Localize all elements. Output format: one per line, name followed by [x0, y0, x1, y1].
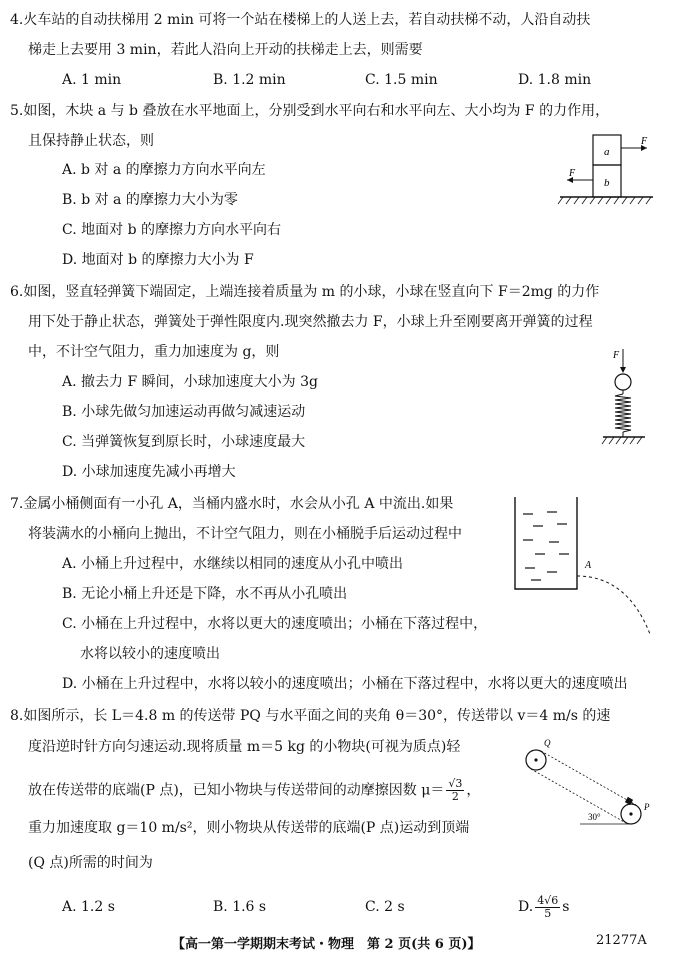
paper-code: 21277A	[596, 933, 647, 948]
q8-stem-line5: (Q 点)所需的时间为	[28, 855, 153, 871]
q8-options	[0, 892, 677, 922]
hole-a-label: A	[585, 560, 592, 571]
q6-option-d[interactable]: D. 小球加速度先减小再增大	[62, 464, 236, 480]
mu-fraction	[446, 778, 464, 803]
q8-option-d[interactable]	[518, 892, 569, 922]
q8-conveyor-figure	[520, 738, 655, 828]
q7-option-c[interactable]: C. 小桶在上升过程中，水将以更大的速度喷出；小桶在下落过程中，	[62, 616, 488, 632]
q7-option-b[interactable]: B. 无论小桶上升还是下降，水不再从小孔喷出	[62, 586, 348, 602]
spring	[615, 394, 631, 432]
q8-option-d-denominator: 5	[544, 906, 552, 920]
mu-numerator: √3	[448, 777, 463, 790]
q8-option-d-label: D.	[518, 899, 534, 915]
q5-option-d[interactable]: D. 地面对 b 的摩擦力大小为 F	[62, 252, 254, 268]
q4-option-b[interactable]: B. 1.2 min	[213, 72, 286, 88]
q5-option-c[interactable]: C. 地面对 b 的摩擦力方向水平向右	[62, 222, 281, 238]
q8-option-d-unit: s	[562, 899, 570, 915]
q6-option-b[interactable]: B. 小球先做匀加速运动再做匀减速运动	[62, 404, 306, 420]
q8-line3-text: 放在传送带的底端(P 点)，已知小物块与传送带间的动摩擦因数 μ＝	[28, 782, 445, 799]
block-b-label: b	[604, 177, 610, 189]
q6-option-c[interactable]: C. 当弹簧恢复到原长时，小球速度最大	[62, 434, 306, 450]
point-p-label: P	[644, 802, 650, 812]
q8-stem-line2: 度沿逆时针方向匀速运动.现将质量 m＝5 kg 的小物块(可视为质点)轻	[28, 739, 461, 755]
q8-option-a[interactable]: A. 1.2 s	[62, 899, 115, 915]
q7-option-d[interactable]: D. 小桶在上升过程中，水将以较小的速度喷出；小桶在下落过程中，水将以更大的速度喷出	[62, 676, 628, 692]
belt-top	[541, 751, 636, 805]
q7-bucket-figure	[505, 492, 655, 640]
q5-blocks-figure	[555, 130, 655, 215]
q5-stem-line1: 5.如图，木块 a 与 b 叠放在水平地面上，分别受到水平向右和水平向左、大小均为 F 的力作用，	[10, 103, 610, 119]
q4-stem-line1: 4.火车站的自动扶梯用 2 min 可将一个站在楼梯上的人送上去，若自动扶梯不动，人沿自动扶	[10, 12, 591, 28]
q7-stem-line2: 将装满水的小桶向上抛出，不计空气阻力，则在小桶脱手后运动过程中	[28, 526, 462, 542]
water-jet	[577, 576, 650, 634]
q8-option-c[interactable]: C. 2 s	[365, 899, 405, 915]
q8-line3-end: ，	[466, 782, 481, 799]
q5-option-b[interactable]: B. b 对 a 的摩擦力大小为零	[62, 192, 238, 208]
q7-option-a[interactable]: A. 小桶上升过程中，水继续以相同的速度从小孔中喷出	[62, 556, 404, 572]
q4-option-c[interactable]: C. 1.5 min	[365, 72, 438, 88]
q8-stem-line3	[28, 778, 480, 803]
ball	[615, 374, 631, 390]
force-right-label: F	[641, 136, 648, 147]
bucket	[515, 497, 577, 589]
q6-stem-line2: 用下处于静止状态，弹簧处于弹性限度内.现突然撤去力 F，小球上升至刚要离开弹簧的过程	[28, 314, 593, 330]
q8-stem-line4: 重力加速度取 g＝10 m/s²，则小物块从传送带的底端(P 点)运动到顶端	[28, 820, 470, 836]
point-q-label: Q	[544, 738, 551, 748]
q4-options	[0, 70, 677, 90]
force-left-label: F	[569, 168, 576, 179]
page-footer: 【高一第一学期期末考试・物理 第 2 页(共 6 页)】	[172, 937, 481, 952]
q5-stem-line2: 且保持静止状态，则	[28, 133, 154, 149]
arrow-down-icon	[620, 367, 626, 373]
q8-option-d-fraction	[535, 895, 560, 920]
q6-stem-line3: 中，不计空气阻力，重力加速度为 g，则	[28, 344, 280, 360]
q4-option-d[interactable]: D. 1.8 min	[518, 72, 592, 88]
angle-label: 30°	[588, 812, 601, 822]
q6-stem-line1: 6.如图，竖直轻弹簧下端固定，上端连接着质量为 m 的小球，小球在竖直向下 F＝2mg 的力作	[10, 284, 600, 300]
q7-option-c-cont: 水将以较小的速度喷出	[80, 646, 220, 662]
q4-stem-line2: 梯走上去要用 3 min，若此人沿向上开动的扶梯走上去，则需要	[28, 42, 423, 58]
belt-bottom	[531, 769, 626, 823]
q7-stem-line1: 7.金属小桶侧面有一小孔 A，当桶内盛水时，水会从小孔 A 中流出.如果	[10, 496, 454, 512]
q8-option-b[interactable]: B. 1.6 s	[213, 899, 267, 915]
q6-option-a[interactable]: A. 撤去力 F 瞬间，小球加速度大小为 3g	[62, 374, 318, 390]
mu-denominator: 2	[451, 790, 459, 803]
force-down-label: F	[613, 350, 620, 361]
q5-option-a[interactable]: A. b 对 a 的摩擦力方向水平向左	[62, 162, 266, 178]
q8-option-d-numerator: 4√6	[537, 893, 559, 907]
block-a-label: a	[604, 146, 610, 158]
q6-spring-figure	[595, 345, 655, 455]
q8-stem-line1: 8.如图所示，长 L＝4.8 m 的传送带 PQ 与水平面之间的夹角 θ＝30°，传送带以 v＝4 m/s 的速	[10, 708, 611, 724]
q4-option-a[interactable]: A. 1 min	[62, 72, 122, 88]
